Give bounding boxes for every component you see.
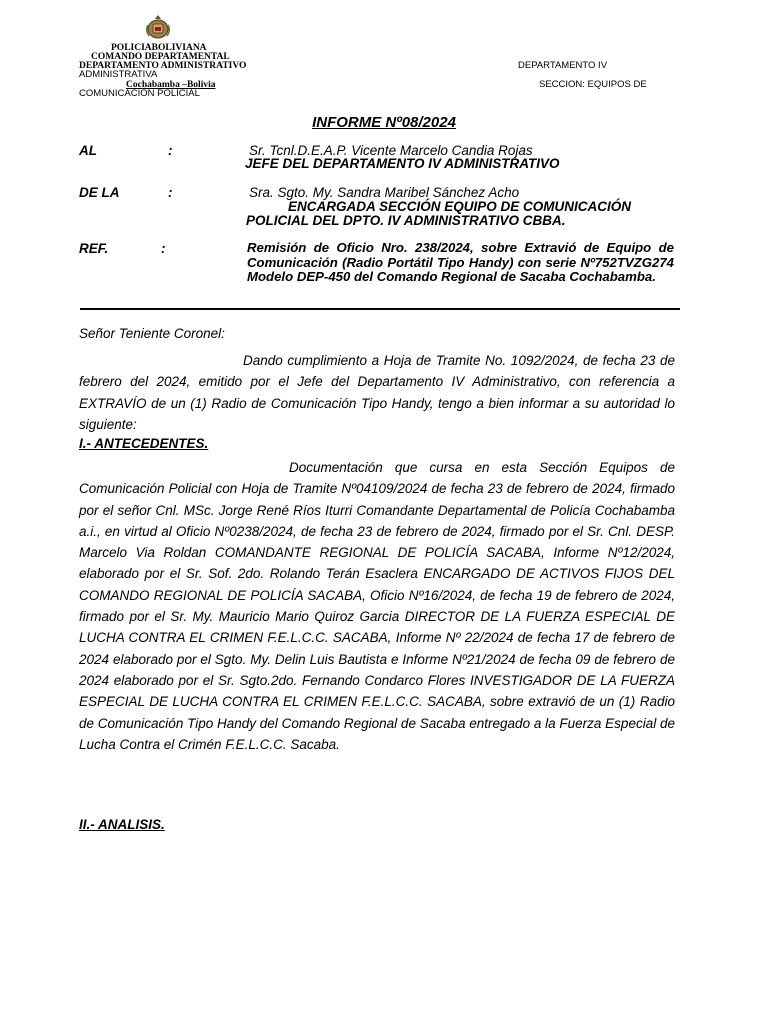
letterhead-city: Cochabamba –Bolivia bbox=[126, 80, 216, 90]
letterhead-line3: DEPARTAMENTO ADMINISTRATIVO bbox=[79, 61, 247, 71]
de-la-name: Sra. Sgto. My. Sandra Maribel Sánchez Acho bbox=[249, 185, 520, 200]
letterhead-line4: ADMINISTRATIVA bbox=[79, 69, 158, 80]
al-label: AL bbox=[79, 143, 97, 158]
al-colon: : bbox=[168, 143, 173, 158]
section2-heading: II.- ANALISIS. bbox=[79, 817, 165, 832]
section1-paragraph bbox=[79, 457, 675, 755]
letterhead-right1: DEPARTAMENTO IV bbox=[518, 60, 608, 71]
salutation: Señor Teniente Coronel: bbox=[79, 326, 225, 341]
letterhead-line2: COMANDO DEPARTAMENTAL bbox=[91, 52, 230, 62]
separator-rule bbox=[80, 308, 680, 310]
intro-text: Dando cumplimiento a Hoja de Tramite No. 1092/2024, de fecha 23 de febrero del 2024, emitido por el Jefe del Departamento IV Administrativo, con referencia a EXTRAVÍO de un (1) Radio de Comunicación Tipo Handy, tengo a bien informar a su autoridad lo siguiente: bbox=[79, 353, 675, 432]
ref-colon: : bbox=[161, 241, 166, 256]
ref-label: REF. bbox=[79, 241, 109, 256]
report-title: INFORME Nº08/2024 bbox=[312, 114, 456, 131]
section1-text: Documentación que cursa en esta Sección Equipos de Comunicación Policial con Hoja de Tramite Nº04109/2024 de fecha 23 de febrero de 2024, firmado por el señor Cnl. MSc. Jorge René Ríos Iturri Comandante Departamental de Policía Cochabamba a.i., en virtud al Oficio Nº0238/2024, de fecha 23 de febrero de 2024, firmado por el Sr. Cnl. DESP. Marcelo Via Roldan COMANDANTE REGIONAL DE POLICÍA SACABA, Informe Nº12/2024, elaborado por el Sr. Sof. 2do. Rolando Terán Esaclera ENCARGADO DE ACTIVOS FIJOS DEL COMANDO REGIONAL DE POLICÍA SACABA, Oficio Nº16/2024, de fecha 19 de febrero de 2024, firmado por el Sr. My. Mauricio Mario Quiroz Garcia DIRECTOR DE LA FUERZA ESPECIAL DE LUCHA CONTRA EL CRIMEN F.E.L.C.C. SACABA, Informe Nº 22/2024 de fecha 17 de febrero de 2024 elaborado por el Sgto. My. Delin Luis Bautista e Informe Nº21/2024 de fecha 09 de febrero de 2024 elaborado por el Sr. Sgto.2do. Fernando Condarco Flores INVESTIGADOR DE LA FUERZA ESPECIAL DE LUCHA CONTRA EL CRIMEN F.E.L.C.C. SACABA, sobre extravió de un (1) Radio de Comunicación Tipo Handy del Comando Regional de Sacaba entregado a la Fuerza Especial de Lucha Contra el Crimén F.E.L.C.C. Sacaba. bbox=[79, 460, 675, 752]
letterhead-right2: SECCION: EQUIPOS DE bbox=[539, 79, 647, 90]
section1-heading: I.- ANTECEDENTES. bbox=[79, 436, 209, 451]
de-la-label: DE LA bbox=[79, 185, 120, 200]
police-emblem-icon bbox=[145, 14, 171, 40]
letterhead-line6: COMUNICACIÓN POLICIAL bbox=[79, 88, 200, 99]
intro-paragraph bbox=[79, 350, 675, 435]
ref-text: Remisión de Oficio Nro. 238/2024, sobre Extravió de Equipo de Comunicación (Radio Portátil Tipo Handy) con serie Nº752TVZG274 Modelo DEP-450 del Comando Regional de Sacaba Cochabamba. bbox=[247, 240, 674, 285]
letterhead-line1: POLICIABOLIVIANA bbox=[111, 43, 207, 53]
de-la-colon: : bbox=[168, 185, 173, 200]
de-la-position-1: ENCARGADA SECCIÓN EQUIPO DE COMUNICACIÓN bbox=[288, 199, 632, 214]
al-name: Sr. Tcnl.D.E.A.P. Vicente Marcelo Candia Rojas bbox=[249, 143, 533, 158]
al-position: JEFE DEL DEPARTAMENTO IV ADMINISTRATIVO bbox=[245, 156, 560, 171]
de-la-position-2: POLICIAL DEL DPTO. IV ADMINISTRATIVO CBBA. bbox=[246, 213, 566, 228]
